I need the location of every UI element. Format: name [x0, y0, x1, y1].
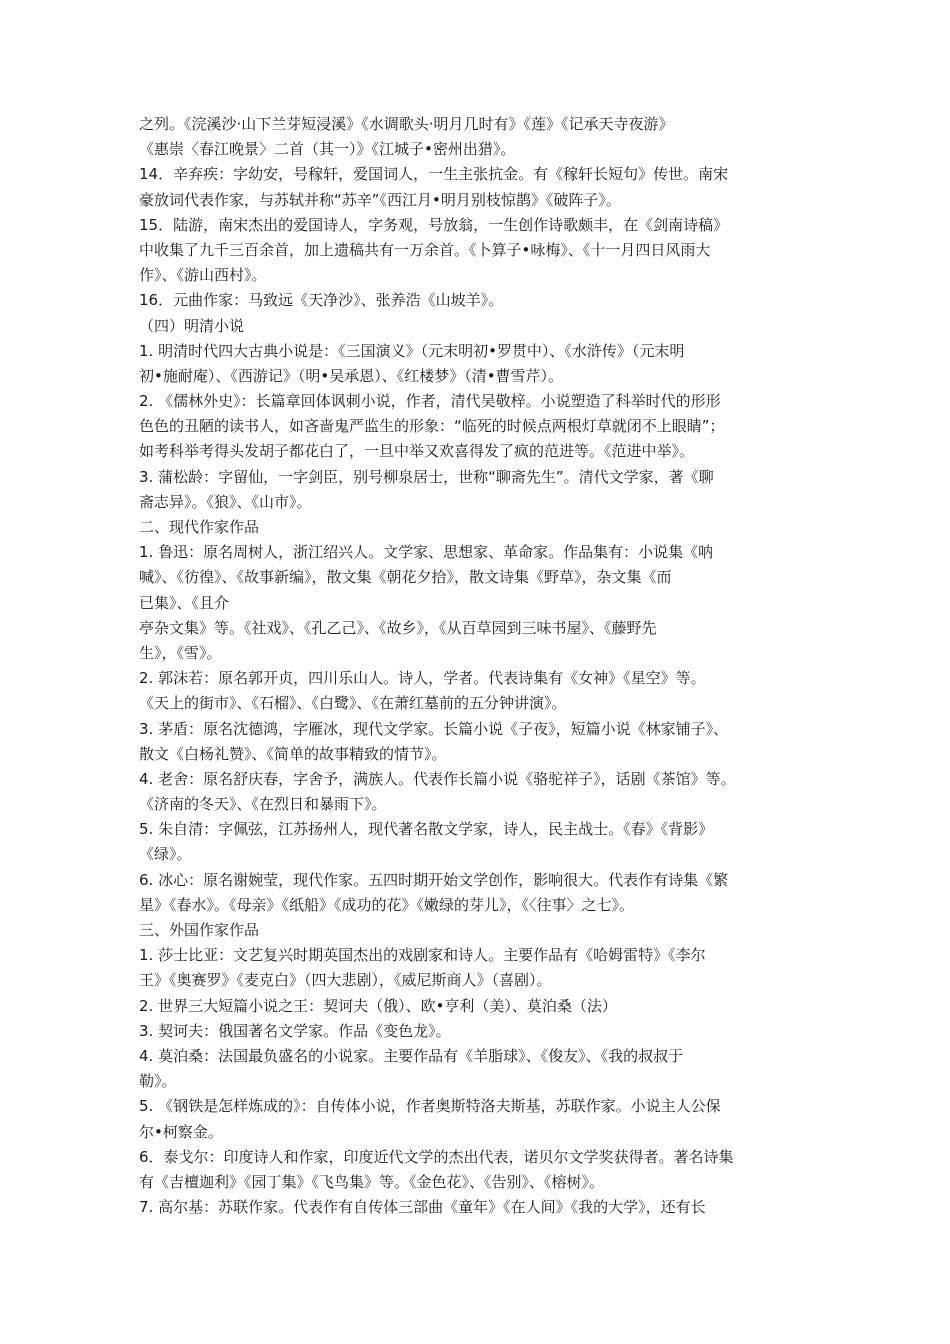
- text-line: 2. 世界三大短篇小说之王：契诃夫（俄）、欧•亨利（美）、莫泊桑（法）: [139, 996, 617, 1015]
- text-line: 1. 明清时代四大古典小说是：《三国演义》（元末明初•罗贯中）、《水浒传》（元末明: [139, 341, 685, 360]
- text-line: 生》，《雪》。: [139, 643, 222, 662]
- text-line: 5. 朱自清：字佩弦，江苏扬州人，现代著名散文学家，诗人，民主战士。《春》《背影》: [139, 820, 714, 839]
- text-line: 《天上的街市》、《石榴》、《白鹭》、《在萧红墓前的五分钟讲演》。: [139, 694, 567, 713]
- text-line: 5. 《钢铁是怎样炼成的》：自传体小说，作者奥斯特洛夫斯基，苏联作家。小说主人公保: [139, 1097, 721, 1116]
- text-line: 喊》、《彷徨》、《故事新编》，散文集《朝花夕拾》，散文诗集《野草》，杂文集《而: [139, 568, 672, 587]
- text-line: 王》《奥赛罗》《麦克白》（四大悲剧），《威尼斯商人》（喜剧）。: [139, 971, 552, 990]
- text-line: 3. 茅盾：原名沈德鸿，字雁冰，现代文学家。长篇小说《子夜》，短篇小说《林家铺子》、: [139, 719, 729, 738]
- text-line: 1. 莎士比亚：文艺复兴时期英国杰出的戏剧家和诗人。主要作品有《哈姆雷特》《李尔: [139, 946, 706, 965]
- text-line: 7. 高尔基：苏联作家。代表作有自传体三部曲《童年》《在人间》《我的大学》，还有长: [139, 1198, 706, 1217]
- section-heading: 三、外国作家作品: [139, 921, 260, 939]
- text-line: 6. 冰心：原名谢婉莹，现代作家。五四时期开始文学创作，影响很大。代表作有诗集《繁: [139, 870, 729, 889]
- text-line: 《绿》。: [139, 845, 192, 864]
- text-line: 已集》、《且介: [139, 593, 230, 612]
- section-heading: 二、现代作家作品: [139, 518, 260, 536]
- text-line: 勒》。: [139, 1072, 177, 1091]
- text-line: 豪放词代表作家，与苏轼并称“苏辛”《西江月•明月别枝惊鹊》《破阵子》。: [139, 190, 621, 209]
- text-line: 初•施耐庵）、《西游记》（明•吴承恩）、《红楼梦》（清•曹雪芹）。: [139, 366, 564, 385]
- text-line: 之列。《浣溪沙·山下兰芽短浸溪》《水调歌头·明月几时有》《莲》《记承天寺夜游》: [139, 115, 674, 133]
- text-line: 《惠崇〈春江晚景〉二首（其一）》《江城子•密州出猎》。: [139, 140, 516, 159]
- section-heading: （四）明清小说: [139, 316, 245, 335]
- text-line: 斋志异》。《狼》、《山市》。: [139, 492, 312, 511]
- text-line: 2. 郭沫若：原名郭开贞，四川乐山人。诗人，学者。代表诗集有《女神》《星空》等。: [139, 669, 706, 688]
- text-line: 中收集了九千三百余首，加上遗稿共有一万余首。《卜算子•咏梅》、《十一月四日风雨大: [139, 240, 711, 259]
- text-line: 亭杂文集》等。《社戏》、《孔乙己》、《故乡》，《从百草园到三味书屋》、《藤野先: [139, 618, 657, 637]
- text-line: 4. 莫泊桑：法国最负盛名的小说家。主要作品有《羊脂球》、《俊友》、《我的叔叔于: [139, 1046, 684, 1065]
- text-line: 1. 鲁迅：原名周树人，浙江绍兴人。文学家、思想家、革命家。作品集有：小说集《呐: [139, 543, 714, 562]
- text-line: 作》、《游山西村》。: [139, 266, 267, 285]
- text-line: 16．元曲作家：马致远《天净沙》、张养浩《山坡羊》。: [139, 291, 504, 310]
- text-line: 3. 蒲松龄：字留仙，一字剑臣，别号柳泉居士，世称“聊斋先生”。清代文学家，著《聊: [139, 467, 714, 486]
- text-line: 15．陆游，南宋杰出的爱国诗人，字务观，号放翁，一生创作诗歌颇丰，在《剑南诗稿》: [139, 215, 729, 234]
- text-line: 6．泰戈尔：印度诗人和作家，印度近代文学的杰出代表，诺贝尔文学奖获得者。著名诗集: [139, 1147, 734, 1166]
- text-line: 尔•柯察金。: [139, 1122, 223, 1141]
- text-line: 如考科举考得头发胡子都花白了，一旦中举又欢喜得发了疯的范进等。《范进中举》。: [139, 442, 695, 461]
- text-line: 2. 《儒林外史》：长篇章回体讽刺小说，作者，清代吴敬梓。小说塑造了科举时代的形形: [139, 392, 721, 411]
- text-line: 14．辛弃疾：字幼安，号稼轩，爱国词人，一生主张抗金。有《稼轩长短句》传世。南宋: [139, 165, 729, 184]
- text-line: 3. 契诃夫：俄国著名文学家。作品《变色龙》。: [139, 1021, 451, 1040]
- text-line: 星》《春水》。《母亲》《纸船》《成功的花》《嫩绿的芽儿》，《〈往事〉之七》。: [139, 895, 635, 914]
- text-line: 散文《白杨礼赞》、《简单的故事精致的情节》。: [139, 744, 447, 763]
- document-body: [139, 112, 829, 1220]
- text-line: 色色的丑陋的读书人，如吝啬鬼严监生的形象：“临死的时候点两根灯草就闭不上眼睛”；: [139, 417, 725, 436]
- text-line: 4. 老舍：原名舒庆春，字舍予，满族人。代表作长篇小说《骆驼祥子》，话剧《茶馆》等。: [139, 769, 736, 788]
- text-line: 《济南的冬天》、《在烈日和暴雨下》。: [139, 795, 387, 814]
- text-line: 有《吉檀迦利》《园丁集》《飞鸟集》等。《金色花》、《告别》、《榕树》。: [139, 1172, 605, 1191]
